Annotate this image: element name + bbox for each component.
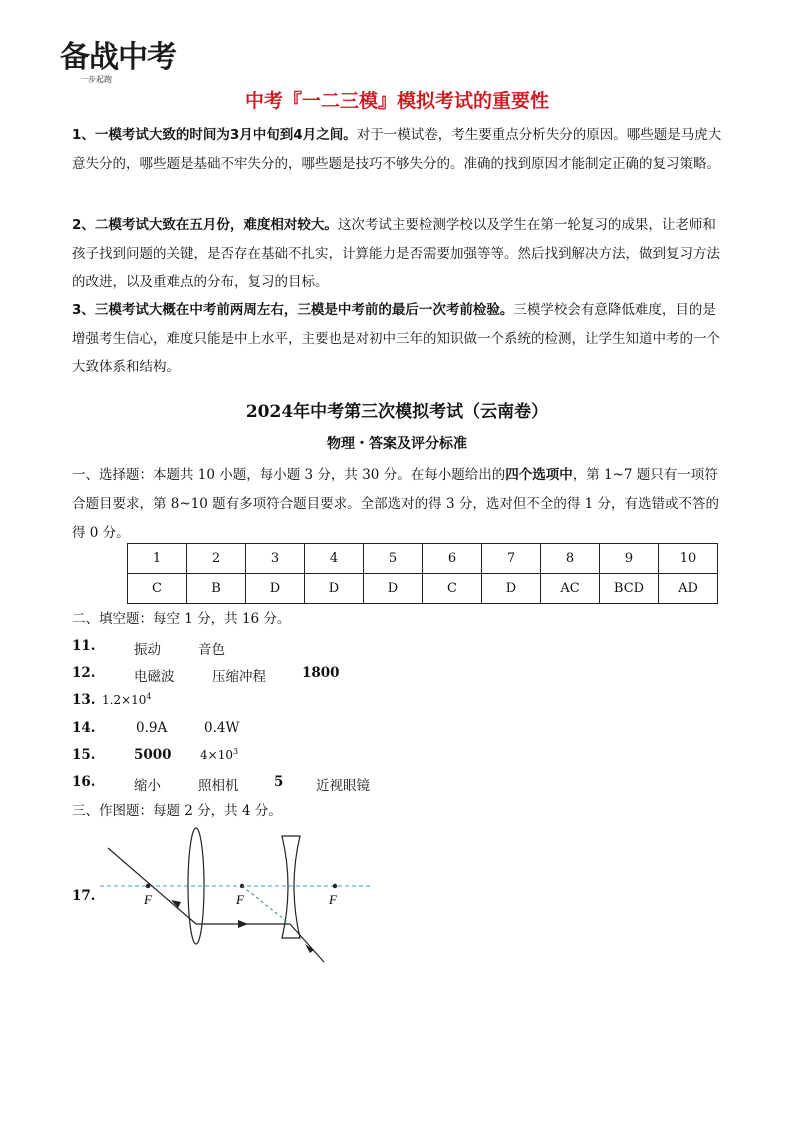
table-cell: D [482,574,541,604]
answer-text: 5000 [134,747,172,763]
concave-lens [282,836,300,938]
answer-text: 0.4W [204,720,240,736]
answer-text: 照相机 [198,778,239,794]
answer-text: 压缩冲程 [212,669,266,685]
question-number: 13. [72,692,96,708]
table-row [128,544,718,574]
paragraph-1-text: 对于一模试卷，考生要重点分析失分的原因。哪些题是马虎大意失分的，哪些题是基础不牢失分的，哪些题是技巧不够失分的。准确的找到原因才能制定正确的复习策略。 [72,127,722,172]
answer-base: 4×10 [200,748,233,762]
table-cell: D [246,574,305,604]
optics-diagram [70,822,390,972]
logo [58,30,208,92]
answer-text [200,747,238,762]
section-1-bold: 四个选项中 [505,467,573,483]
question-number: 17. [72,888,96,904]
table-cell: C [423,574,482,604]
answer-text: 振动 [134,642,161,658]
paragraph-1-num: 1、 [72,127,95,143]
paragraph-2 [72,211,724,297]
question-number: 12. [72,665,96,681]
answer-base: 1.2×10 [102,693,147,707]
answer-text: 0.9A [136,720,168,736]
page-heading: 中考『一二三模』模拟考试的重要性 [244,90,549,112]
focal-point [333,884,337,888]
answer-exponent: 4 [146,692,152,701]
table-cell: 3 [246,544,305,574]
answer-text: 5 [274,774,284,790]
table-cell: 4 [305,544,364,574]
table-cell: D [305,574,364,604]
section-1-instructions [72,461,727,548]
exam-title: 2024年中考第三次模拟考试（云南卷） [245,402,549,422]
section-2-instructions: 二、填空题：每空 1 分，共 16 分。 [72,611,291,627]
answer-text: 近视眼镜 [316,778,370,794]
paragraph-3-num: 3、 [72,302,95,318]
focal-label: F [236,892,244,907]
paragraph-1 [72,121,724,178]
table-cell: 6 [423,544,482,574]
table-cell: 1 [128,544,187,574]
answer-exponent: 3 [232,747,239,756]
question-number: 15. [72,747,96,763]
focal-label: F [329,892,337,907]
table-cell: B [187,574,246,604]
paragraph-3 [72,296,724,382]
table-row [128,574,718,604]
table-cell: 10 [659,544,718,574]
paragraph-2-bold: 二模考试大致在五月份，难度相对较大。 [94,217,338,233]
answer-text: 音色 [198,642,225,658]
answer-text: 缩小 [134,778,161,794]
table-cell: AC [541,574,600,604]
arrow-icon [238,920,248,928]
table-cell: C [128,574,187,604]
focal-label: F [144,892,152,907]
question-number: 14. [72,720,96,736]
paragraph-3-text: 三模学校会有意降低难度，目的是增强考生信心，难度只能是中上水平，主要也是对初中三年的知识做一个系统的检测，让学生知道中考的一个大致体系和结构。 [72,302,720,375]
question-number: 11. [72,638,96,654]
table-cell: 2 [187,544,246,574]
outgoing-ray [290,924,324,962]
table-cell: AD [659,574,718,604]
extension-line [242,886,290,924]
answer-text: 电磁波 [134,669,175,685]
paragraph-2-text: 这次考试主要检测学校以及学生在第一轮复习的成果，让老师和孩子找到问题的关键，是否存在基础不扎实，计算能力是否需要加强等等。然后找到解决方法，做到复习方法的改进，以及重难点的分布，复习的目标。 [72,217,720,290]
answer-table [127,543,718,604]
exam-subtitle: 物理・答案及评分标准 [327,436,467,452]
table-cell: D [364,574,423,604]
section-3-instructions: 三、作图题：每题 2 分，共 4 分。 [72,803,282,819]
table-cell: 5 [364,544,423,574]
table-cell: 8 [541,544,600,574]
table-cell: BCD [600,574,659,604]
question-number: 16. [72,774,96,790]
logo-subtext: 一步起跑 [80,75,112,84]
logo-text: 备战中考 [60,40,176,75]
paragraph-3-bold: 三模考试大概在中考前两周左右，三模是中考前的最后一次考前检验。 [94,302,514,318]
answer-text: 1800 [302,665,340,681]
section-1-rest: ，第 1~7 题只有一项符合题目要求，第 8~10 题有多项符合题目要求。全部选对的得 3 分，选对但不全的得 1 分，有选错或不答的得 0 分。 [72,467,720,541]
answer-text [102,692,152,707]
table-cell: 7 [482,544,541,574]
paragraph-1-bold: 一模考试大致的时间为3月中旬到4月之间。 [94,127,357,143]
paragraph-2-num: 2、 [72,217,95,233]
table-cell: 9 [600,544,659,574]
section-1-prefix: 一、选择题：本题共 10 小题，每小题 3 分，共 30 分。在每小题给出的 [72,467,506,483]
